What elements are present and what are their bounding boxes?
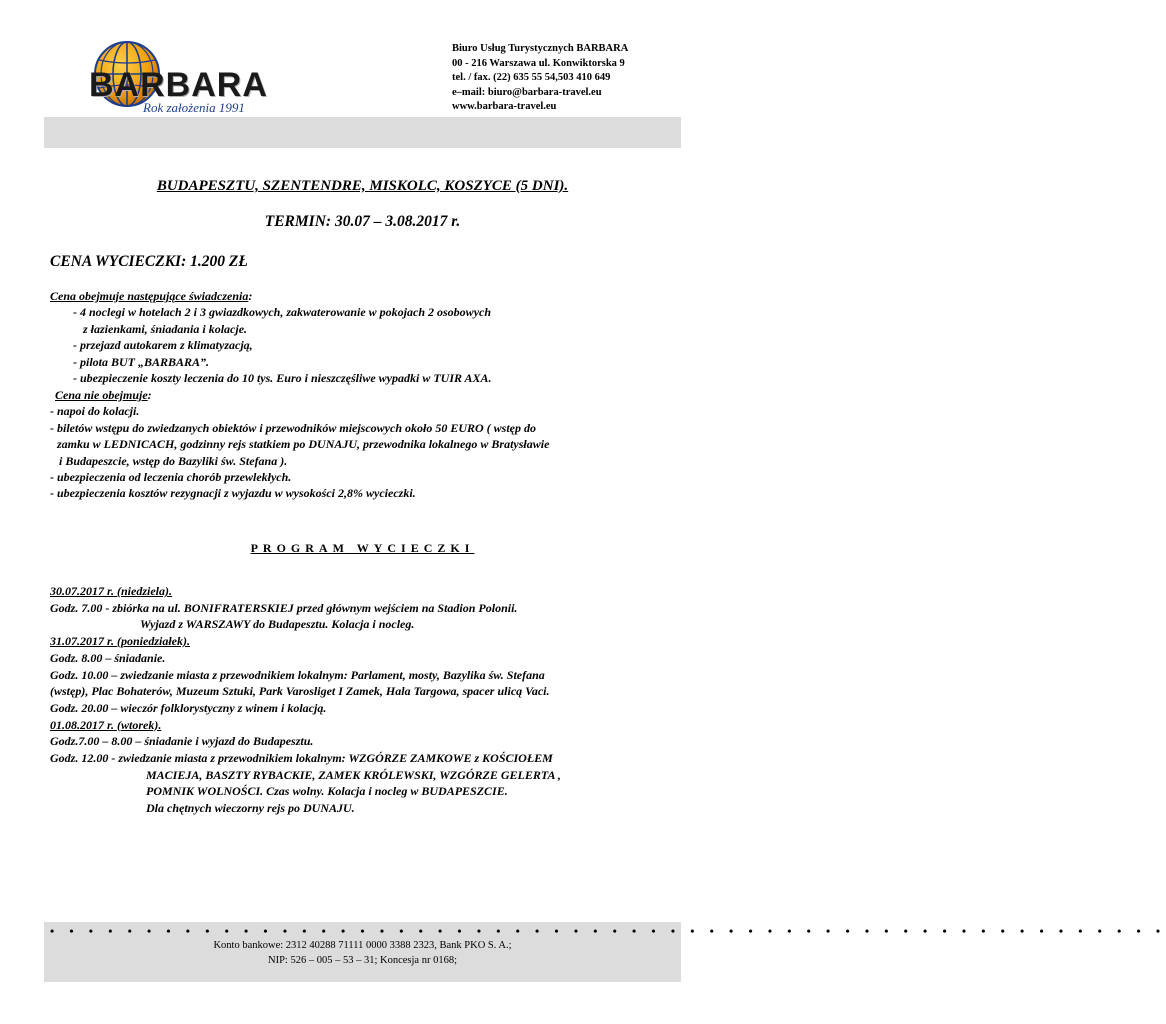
excluded-item: i Budapeszcie, wstęp do Bazyliki św. Stefana ). xyxy=(59,453,288,468)
included-item: - ubezpieczenie koszty leczenia do 10 tys. Euro i nieszczęśliwe wypadki w TUIR AXA. xyxy=(73,371,492,386)
company-email[interactable]: e–mail: biuro@barbara-travel.eu xyxy=(452,86,602,98)
company-name: Biuro Usług Turystycznych BARBARA xyxy=(452,43,629,54)
program-day-date: 31.07.2017 r. (poniedziałek). xyxy=(50,634,190,649)
trip-title: BUDAPESZTU, SZENTENDRE, MISKOLC, KOSZYCE (5 DNI). xyxy=(156,178,569,194)
program-entry: Godz.7.00 – 8.00 – śniadanie i wyjazd do Budapesztu. xyxy=(50,734,314,749)
company-website[interactable]: www.barbara-travel.eu xyxy=(452,101,557,112)
program-heading: PROGRAM WYCIECZKI xyxy=(250,541,475,555)
program-section xyxy=(50,583,561,817)
excluded-item: zamku w LEDNICACH, godzinny rejs statkiem po DUNAJU, przewodnika lokalnego w Bratysławie xyxy=(57,437,550,452)
logo-tagline: Rok założenia 1991 xyxy=(143,100,245,115)
footer-bank-account: Konto bankowe: 2312 40288 71111 0000 3388 2323, Bank PKO S. A.; xyxy=(213,940,512,951)
program-entry: MACIEJA, BASZTY RYBACKIE, ZAMEK KRÓLEWSKI, WZGÓRZE GELERTA , xyxy=(146,767,561,782)
footer-nip: NIP: 526 – 005 – 53 – 31; Koncesja nr 0168; xyxy=(268,955,457,966)
program-entry: (wstęp), Plac Bohaterów, Muzeum Sztuki, Park Varosliget I Zamek, Hala Targowa, spacer ulicą Vaci. xyxy=(50,684,550,699)
included-heading: Cena obejmuje następujące świadczenia xyxy=(50,289,249,303)
excluded-heading: Cena nie obejmuje xyxy=(55,388,148,402)
program-entry: Dla chętnych wieczorny rejs po DUNAJU. xyxy=(146,801,355,816)
company-logo xyxy=(85,40,270,120)
included-item: - przejazd autokarem z klimatyzacją, xyxy=(73,338,253,353)
program-entry: Godz. 12.00 - zwiedzanie miasta z przewodnikiem lokalnym: WZGÓRZE ZAMKOWE z KOŚCIOŁEM xyxy=(50,751,553,766)
program-entry: Wyjazd z WARSZAWY do Budapesztu. Kolacja i nocleg. xyxy=(140,617,415,632)
included-item: - 4 noclegi w hotelach 2 i 3 gwiazdkowych, zakwaterowanie w pokojach 2 osobowych xyxy=(73,305,492,320)
program-entry: Godz. 7.00 - zbiórka na ul. BONIFRATERSKIEJ przed głównym wejściem na Stadion Polonii. xyxy=(50,600,518,615)
program-entry: Godz. 8.00 – śniadanie. xyxy=(50,650,166,665)
program-entry: Godz. 10.00 – zwiedzanie miasta z przewodnikiem lokalnym: Parlament, mosty, Bazylika św. Stefana xyxy=(50,667,545,682)
company-info xyxy=(452,42,628,115)
included-section: Cena obejmuje następujące świadczenia: - 4 noclegi w hotelach 2 i 3 gwiazdkowych, zakwaterowanie w pokojach 2 osobowych z łazienkami, śniadania i kolacje. - przejazd autokarem z klimatyzacją, - pilota BUT „BARBARA”. - ubezpieczenie koszty leczenia do 10 tys. Euro i nieszczęśliwe wypadki w TUIR AXA. xyxy=(50,289,492,386)
program-day-date: 30.07.2017 r. (niedziela). xyxy=(50,584,172,598)
excluded-item: - biletów wstępu do zwiedzanych obiektów i przewodników miejscowych około 50 EURO ( wstęp do xyxy=(50,420,537,435)
excluded-item: - ubezpieczenia kosztów rezygnacji z wyjazdu w wysokości 2,8% wycieczki. xyxy=(50,486,416,501)
trip-price: CENA WYCIECZKI: 1.200 ZŁ xyxy=(50,253,248,270)
excluded-item: - napoi do kolacji. xyxy=(50,404,140,419)
trip-dates: TERMIN: 30.07 – 3.08.2017 r. xyxy=(264,213,461,230)
header-divider-band xyxy=(44,117,681,148)
company-phone: tel. / fax. (22) 635 55 54,503 410 649 xyxy=(452,72,611,83)
program-entry: Godz. 20.00 – wieczór folklorystyczny z winem i kolacją. xyxy=(50,700,327,715)
footer-dotted-divider: • • • • • • • • • • • • • • • • • • • • • • • • • • • • • • • • • • • • • • • • • • • • • • • • • • • • • • • • • • xyxy=(50,924,1166,938)
excluded-section: Cena nie obejmuje: - napoi do kolacji. - biletów wstępu do zwiedzanych obiektów i przewodników miejscowych około 50 EURO ( wstęp do zamku w LEDNICACH, godzinny rejs statkiem po DUNAJU, przewodnika lokalnego w Bratysławie i Budapeszcie, wstęp do Bazyliki św. Stefana ). - ubezpieczenia od leczenia chorób przewlekłych. - ubezpieczenia kosztów rezygnacji z wyjazdu w wysokości 2,8% wycieczki. xyxy=(50,388,550,501)
program-day-date: 01.08.2017 r. (wtorek). xyxy=(50,717,162,732)
included-item: z łazienkami, śniadania i kolacje. xyxy=(83,321,248,336)
program-entry: POMNIK WOLNOŚCI. Czas wolny. Kolacja i nocleg w BUDAPESZCIE. xyxy=(146,784,508,799)
excluded-item: - ubezpieczenia od leczenia chorób przewlekłych. xyxy=(50,470,292,485)
company-address: 00 - 216 Warszawa ul. Konwiktorska 9 xyxy=(452,57,625,69)
logo-brand: BARBARA xyxy=(89,66,268,104)
included-item: - pilota BUT „BARBARA”. xyxy=(73,354,210,369)
